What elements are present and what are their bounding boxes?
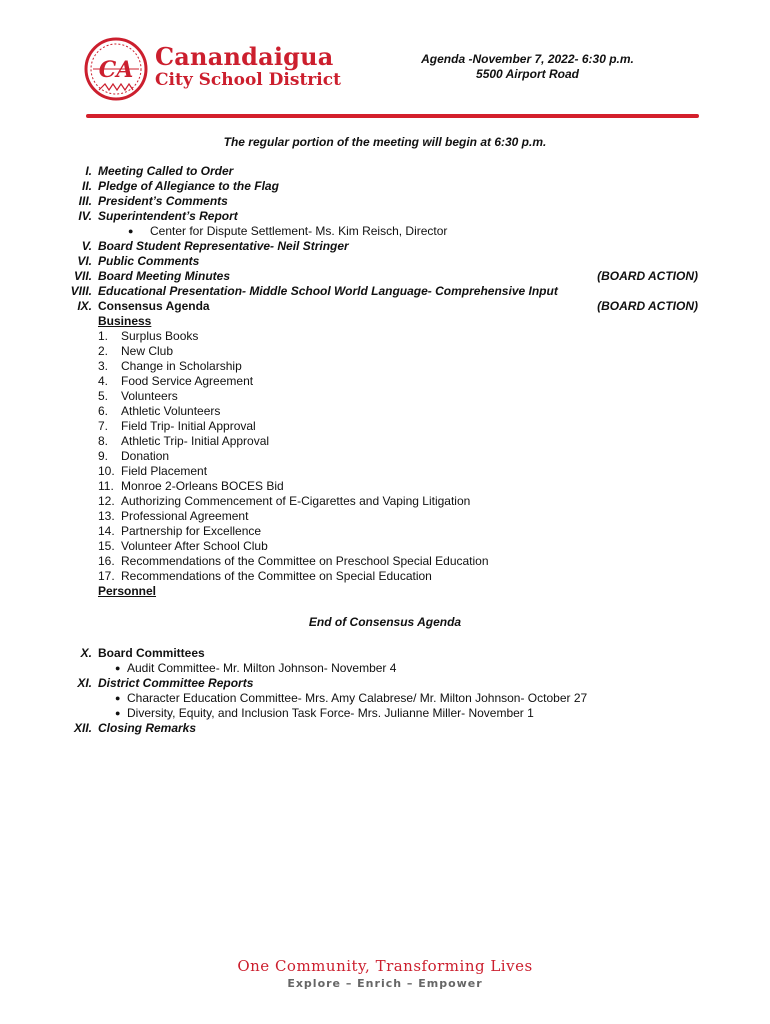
agenda-item bbox=[0, 721, 770, 736]
meeting-address-line: 5500 Airport Road bbox=[476, 67, 579, 81]
agenda-item bbox=[0, 254, 770, 269]
item-number: V. bbox=[81, 239, 92, 253]
board-action-label: (BOARD ACTION) bbox=[597, 299, 698, 313]
bullet-icon: ● bbox=[115, 693, 121, 703]
item-title: Public Comments bbox=[98, 254, 200, 268]
list-item bbox=[0, 389, 770, 404]
list-item bbox=[0, 554, 770, 569]
list-item bbox=[0, 329, 770, 344]
list-number: 5. bbox=[98, 389, 109, 403]
page-footer bbox=[0, 957, 770, 990]
business-list bbox=[0, 329, 770, 584]
personnel-heading: Personnel bbox=[98, 584, 157, 598]
list-item bbox=[0, 464, 770, 479]
item-number: I. bbox=[85, 164, 92, 178]
agenda-item bbox=[0, 646, 770, 661]
list-item bbox=[0, 344, 770, 359]
list-text: Volunteer After School Club bbox=[121, 539, 268, 553]
list-number: 11. bbox=[98, 479, 114, 493]
list-item bbox=[0, 524, 770, 539]
agenda-list bbox=[0, 164, 770, 736]
meeting-date-line: Agenda -November 7, 2022- 6:30 p.m. bbox=[421, 52, 634, 66]
item-title: Superintendent’s Report bbox=[98, 209, 238, 223]
bullet-text: Audit Committee- Mr. Milton Johnson- November 4 bbox=[127, 661, 397, 675]
list-item bbox=[0, 359, 770, 374]
seal-initials: CA bbox=[98, 57, 134, 83]
list-number: 10. bbox=[98, 464, 115, 478]
item-title: Educational Presentation- Middle School World Language- Comprehensive Input bbox=[98, 284, 558, 298]
personnel-heading-row bbox=[0, 584, 770, 599]
list-text: Monroe 2-Orleans BOCES Bid bbox=[121, 479, 284, 493]
list-item bbox=[0, 449, 770, 464]
business-heading: Business bbox=[98, 314, 152, 328]
item-number: II. bbox=[81, 179, 92, 193]
meeting-header bbox=[390, 52, 665, 82]
list-number: 16. bbox=[98, 554, 115, 568]
list-text: Professional Agreement bbox=[121, 509, 249, 523]
list-number: 9. bbox=[98, 449, 109, 463]
intro-text: The regular portion of the meeting will begin at 6:30 p.m. bbox=[223, 135, 547, 149]
item-title: Meeting Called to Order bbox=[98, 164, 234, 178]
agenda-item bbox=[0, 269, 770, 284]
item-title: District Committee Reports bbox=[98, 676, 254, 690]
list-text: Authorizing Commencement of E-Cigarettes and Vaping Litigation bbox=[121, 494, 471, 508]
agenda-item bbox=[0, 179, 770, 194]
business-heading-row bbox=[0, 314, 770, 329]
item-title: Board Committees bbox=[98, 646, 205, 660]
bullet-text: Center for Dispute Settlement- Ms. Kim Reisch, Director bbox=[150, 224, 448, 238]
list-number: 14. bbox=[98, 524, 115, 538]
list-number: 2. bbox=[98, 344, 109, 358]
list-item bbox=[0, 404, 770, 419]
list-number: 15. bbox=[98, 539, 115, 553]
bullet-text: Diversity, Equity, and Inclusion Task Force- Mrs. Julianne Miller- November 1 bbox=[127, 706, 534, 720]
bullet-icon: ● bbox=[128, 226, 134, 236]
agenda-item bbox=[0, 676, 770, 691]
list-item bbox=[0, 494, 770, 509]
agenda-item bbox=[0, 284, 770, 299]
agenda-item bbox=[0, 239, 770, 254]
list-number: 12. bbox=[98, 494, 115, 508]
list-item bbox=[0, 434, 770, 449]
list-text: Volunteers bbox=[121, 389, 178, 403]
list-text: Recommendations of the Committee on Special Education bbox=[121, 569, 432, 583]
list-item bbox=[0, 479, 770, 494]
list-text: Field Trip- Initial Approval bbox=[121, 419, 256, 433]
list-text: Field Placement bbox=[121, 464, 208, 478]
item-number: VIII. bbox=[70, 284, 92, 298]
list-text: Donation bbox=[121, 449, 170, 463]
list-text: Change in Scholarship bbox=[121, 359, 242, 373]
bullet-item bbox=[0, 661, 770, 676]
item-number: VI. bbox=[77, 254, 92, 268]
bullet-item bbox=[0, 706, 770, 721]
list-text: Surplus Books bbox=[121, 329, 199, 343]
bullet-icon: ● bbox=[115, 663, 121, 673]
bullet-icon: ● bbox=[115, 708, 121, 718]
bullet-text: Character Education Committee- Mrs. Amy Calabrese/ Mr. Milton Johnson- October 27 bbox=[127, 691, 588, 705]
list-number: 13. bbox=[98, 509, 115, 523]
list-text: Athletic Trip- Initial Approval bbox=[121, 434, 270, 448]
list-number: 3. bbox=[98, 359, 109, 373]
list-number: 1. bbox=[98, 329, 109, 343]
list-text: Athletic Volunteers bbox=[121, 404, 221, 418]
item-number: XII. bbox=[73, 721, 92, 735]
logo-district-name: Canandaigua bbox=[155, 42, 334, 71]
list-number: 4. bbox=[98, 374, 109, 388]
list-item bbox=[0, 374, 770, 389]
bullet-item bbox=[0, 224, 770, 239]
item-title: President’s Comments bbox=[98, 194, 228, 208]
header-divider bbox=[86, 114, 699, 118]
footer-motto: One Community, Transforming Lives bbox=[237, 957, 533, 975]
list-number: 7. bbox=[98, 419, 109, 433]
footer-tagline: Explore – Enrich – Empower bbox=[287, 977, 483, 990]
item-title: Pledge of Allegiance to the Flag bbox=[98, 179, 279, 193]
list-item bbox=[0, 509, 770, 524]
item-title: Closing Remarks bbox=[98, 721, 197, 735]
agenda-item bbox=[0, 194, 770, 209]
logo-district-subtitle: City School District bbox=[155, 70, 341, 90]
item-number: IX. bbox=[77, 299, 92, 313]
agenda-item bbox=[0, 164, 770, 179]
item-number: XI. bbox=[77, 676, 92, 690]
agenda-item bbox=[0, 299, 770, 314]
agenda-item bbox=[0, 209, 770, 224]
item-number: X. bbox=[80, 646, 92, 660]
item-number: III. bbox=[78, 194, 92, 208]
list-number: 17. bbox=[98, 569, 115, 583]
list-number: 8. bbox=[98, 434, 109, 448]
list-text: Recommendations of the Committee on Preschool Special Education bbox=[121, 554, 489, 568]
list-item bbox=[0, 539, 770, 554]
list-number: 6. bbox=[98, 404, 109, 418]
end-consensus-label: End of Consensus Agenda bbox=[308, 615, 462, 629]
list-item bbox=[0, 419, 770, 434]
item-title: Board Student Representative- Neil Stringer bbox=[98, 239, 349, 253]
district-seal-icon bbox=[83, 36, 149, 102]
bullet-item bbox=[0, 691, 770, 706]
list-text: Food Service Agreement bbox=[121, 374, 254, 388]
item-number: IV. bbox=[78, 209, 92, 223]
item-title: Board Meeting Minutes bbox=[98, 269, 231, 283]
item-title: Consensus Agenda bbox=[98, 299, 210, 313]
district-logo bbox=[83, 36, 363, 102]
list-item bbox=[0, 569, 770, 584]
item-number: VII. bbox=[73, 269, 92, 283]
list-text: Partnership for Excellence bbox=[121, 524, 262, 538]
list-text: New Club bbox=[121, 344, 174, 358]
board-action-label: (BOARD ACTION) bbox=[597, 269, 698, 283]
